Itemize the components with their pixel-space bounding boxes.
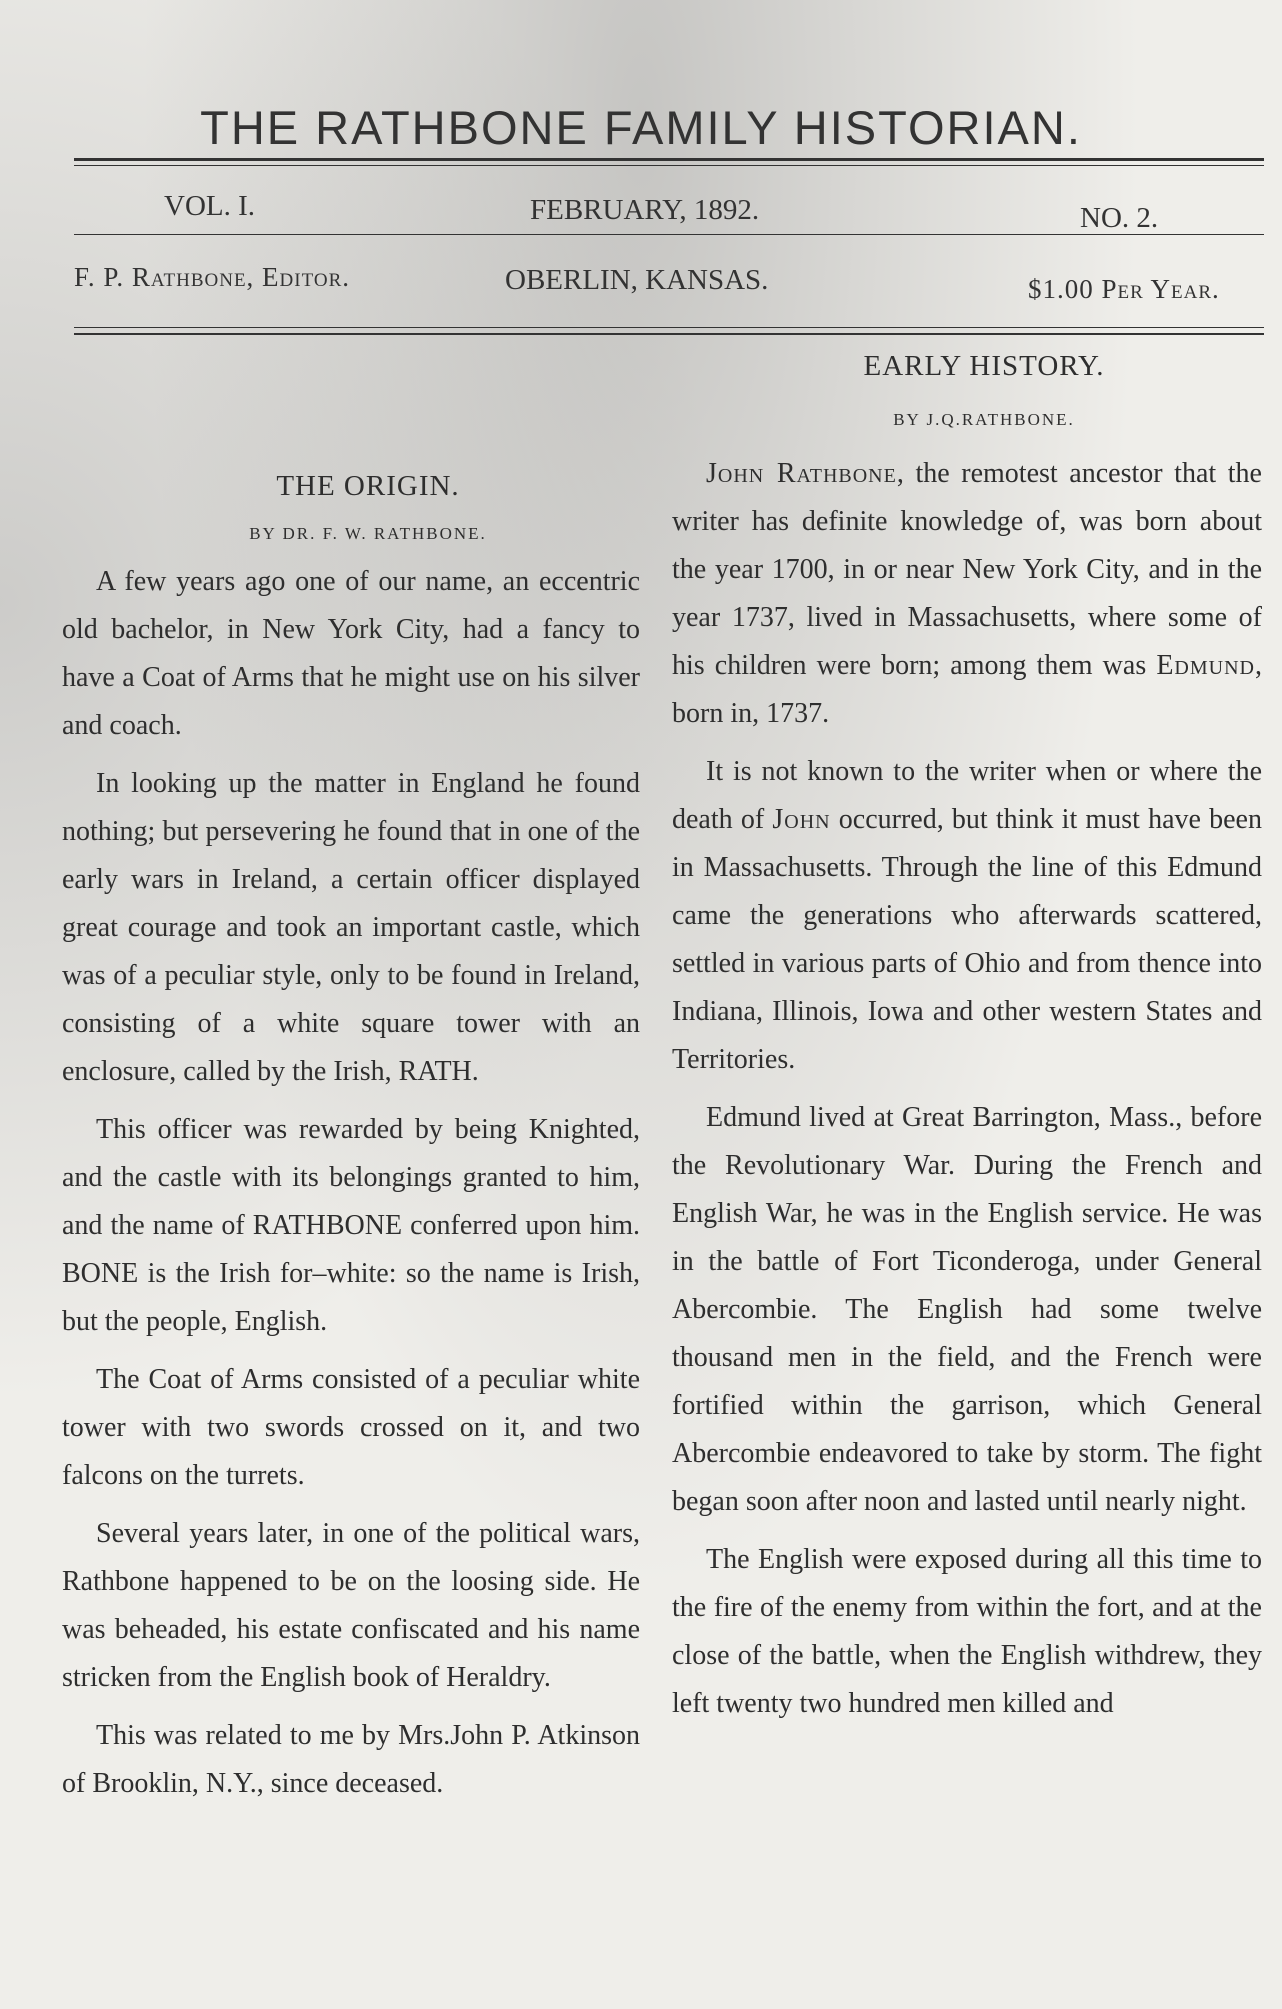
article-paragraph: It is not known to the writer when or where the death of John occurred, but think it must have been in Massachusetts. Through the line of this Edmund came the generations who afterwards scattered, settled in various parts of Ohio and from thence into Indiana, Illinois, Iowa and other western States and Territories. <box>672 756 1262 1075</box>
article-byline: BY DR. F. W. RATHBONE. <box>249 524 487 543</box>
left-column <box>62 462 640 1808</box>
issue-date: FEBRUARY, 1892. <box>530 194 760 226</box>
issue-number: NO. 2. <box>1080 202 1159 234</box>
masthead-title: THE RATHBONE FAMILY HISTORIAN. <box>200 101 1082 154</box>
masthead-rule <box>74 333 1264 335</box>
publication-place: OBERLIN, KANSAS. <box>505 264 769 296</box>
name-john: John <box>772 804 831 835</box>
article-title: EARLY HISTORY. <box>863 350 1105 382</box>
masthead-rule <box>74 165 1264 166</box>
article-paragraph: This was related to me by Mrs.John P. Atkinson of Brooklin, N.Y., since deceased. <box>62 1720 640 1799</box>
masthead-rule <box>74 327 1264 328</box>
masthead-rule <box>74 158 1264 161</box>
volume-label: VOL. I. <box>164 190 256 222</box>
article-paragraph: The English were exposed during all this time to the fire of the enemy from within the fort, and at the close of the battle, when the English withdrew, they left twenty two hundred men killed and <box>672 1544 1262 1719</box>
article-paragraph: This officer was rewarded by being Knighted, and the castle with its belongings granted to him, and the name of RATHBONE conferred upon him. BONE is the Irish for–white: so the name is Irish, but the people, English. <box>62 1114 640 1337</box>
article-paragraph: The Coat of Arms consisted of a peculiar white tower with two swords crossed on it, and two falcons on the turrets. <box>62 1364 640 1491</box>
name-john-rathbone: John Rathbone <box>706 458 897 489</box>
article-paragraph: In looking up the matter in England he found nothing; but persevering he found that in one of the early wars in Ireland, a certain officer displayed great courage and took an important castle, which was of a peculiar style, only to be found in Ireland, consisting of a white square tower with an enclosure, called by the Irish, RATH. <box>62 768 640 1087</box>
editor-credit: F. P. Rathbone, Editor. <box>74 262 350 292</box>
subscription-price: $1.00 Per Year. <box>1028 274 1220 304</box>
article-paragraph: Several years later, in one of the political wars, Rathbone happened to be on the loosing side. He was beheaded, his estate confiscated and his name stricken from the English book of Heraldry. <box>62 1518 640 1693</box>
article-byline: BY J.Q.RATHBONE. <box>893 410 1075 429</box>
masthead-rule <box>74 234 1264 235</box>
article-paragraph: John Rathbone, the remotest ancestor that the writer has definite knowledge of, was born about the year 1700, in or near New York City, and in the year 1737, lived in Massachusetts, where some of his children were born; among them was Edmund, born in, 1737. <box>672 458 1262 729</box>
right-column <box>672 342 1262 1728</box>
name-edmund: Edmund <box>1156 650 1255 681</box>
article-title: THE ORIGIN. <box>276 470 460 502</box>
article-paragraph: A few years ago one of our name, an eccentric old bachelor, in New York City, had a fancy to have a Coat of Arms that he might use on his silver and coach. <box>62 566 640 741</box>
article-paragraph: Edmund lived at Great Barrington, Mass., before the Revolutionary War. During the French and English War, he was in the English service. He was in the battle of Fort Ticonderoga, under General Abercombie. The English had some twelve thousand men in the field, and the French were fortified within the garrison, which General Abercombie endeavored to take by storm. The fight began soon after noon and lasted until nearly night. <box>672 1102 1262 1517</box>
